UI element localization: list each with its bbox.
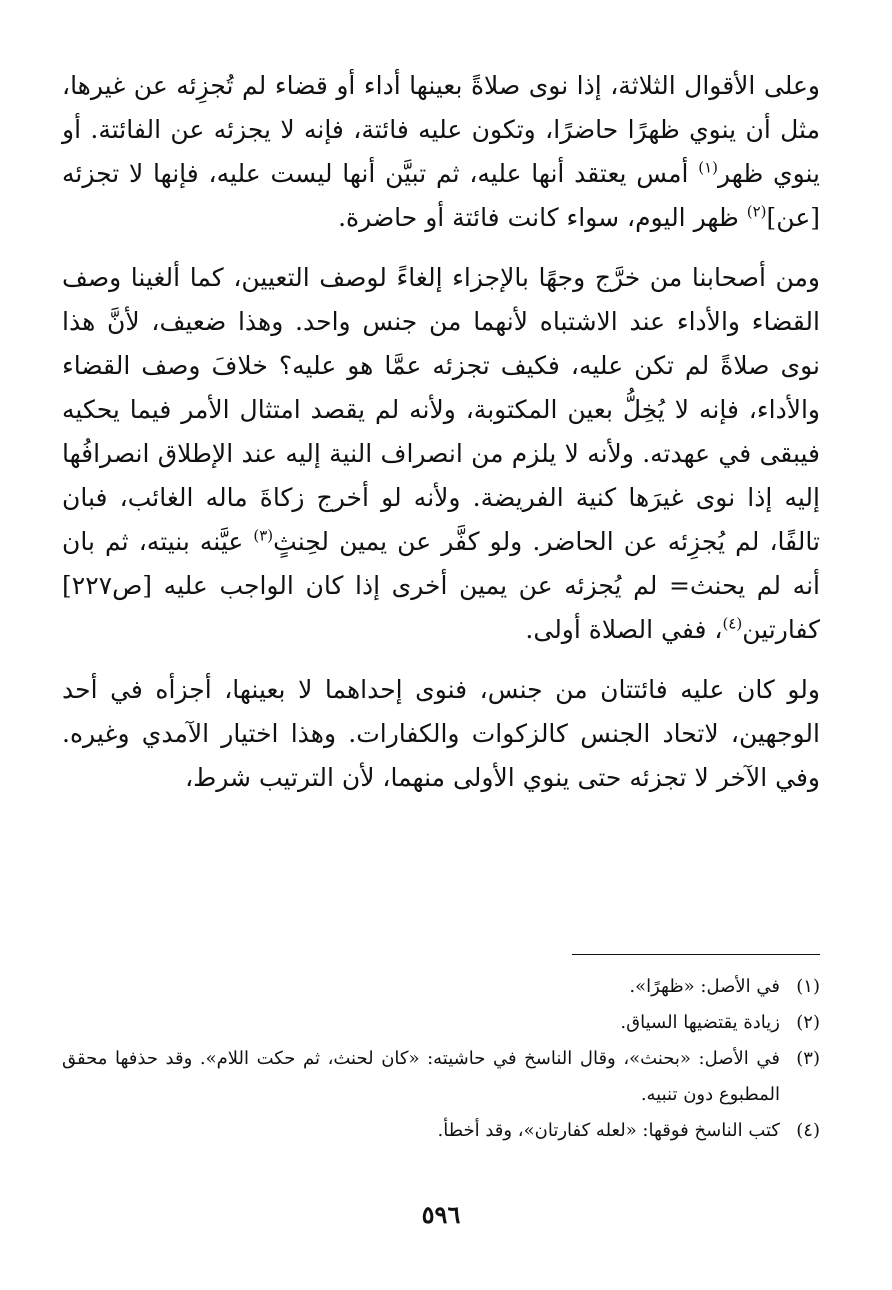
footnote-text: في الأصل: «ظهرًا». bbox=[629, 976, 780, 997]
main-text bbox=[62, 64, 820, 800]
paragraph bbox=[62, 256, 820, 652]
footnote-text: في الأصل: «بحنث»، وقال الناسخ في حاشيته: «كان لحنث، ثم حكت اللام». وقد حذفها محقق المطبوع دون تنبيه. bbox=[62, 1048, 781, 1105]
footnote bbox=[62, 969, 820, 1005]
footnote-number: (٢) bbox=[796, 1012, 820, 1033]
footnote-text: زيادة يقتضيها السياق. bbox=[620, 1012, 780, 1033]
paragraph bbox=[62, 64, 820, 240]
footnote-number: (٤) bbox=[796, 1120, 820, 1141]
footnote-divider bbox=[572, 954, 820, 955]
footnote-reference: (٤) bbox=[722, 614, 743, 633]
footnote-reference: (٢) bbox=[746, 202, 767, 221]
footnote bbox=[62, 1041, 820, 1113]
text-run: ، ففي الصلاة أولى. bbox=[525, 615, 723, 644]
footnote-reference: (١) bbox=[698, 158, 719, 177]
footnote bbox=[62, 1005, 820, 1041]
footnote-number: (٣) bbox=[796, 1048, 820, 1069]
page-number: ٥٩٦ bbox=[421, 1200, 461, 1229]
footnote-reference: (٣) bbox=[253, 526, 274, 545]
text-run: ظهر اليوم، سواء كانت فائتة أو حاضرة. bbox=[338, 203, 747, 232]
paragraph bbox=[62, 668, 820, 800]
text-run: أمس يعتقد أنها عليه، ثم تبيَّن أنها ليست عليه، فإنها لا تجزئه [عن] bbox=[62, 159, 820, 232]
footnote-number: (١) bbox=[796, 976, 820, 997]
book-page bbox=[62, 64, 820, 1244]
text-run: وعلى الأقوال الثلاثة، إذا نوى صلاةً بعينها أداء أو قضاء لم تُجزِئه عن غيرها، مثل أن ينوي ظهرًا حاضرًا، وتكون عليه فائتة، فإنه لا يجزئه عن الفائتة. أو ينوي ظهر bbox=[62, 71, 820, 188]
footnote-text: كتب الناسخ فوقها: «لعله كفارتان»، وقد أخطأ. bbox=[437, 1120, 780, 1141]
text-run: ومن أصحابنا من خرَّج وجهًا بالإجزاء إلغاءً لوصف التعيين، كما ألغينا وصف القضاء والأداء عند الاشتباه لأنهما من جنس واحد. وهذا ضعيف، لأنَّ هذا نوى صلاةً لم تكن عليه، فكيف تجزئه عمَّا هو عليه؟ خلافَ وصف القضاء والأداء، فإنه لا يُخِلُّ بعين المكتوبة، ولأنه لم يقصد امتثال الأمر فيما يحكيه فيبقى في عهدته. ولأنه لا يلزم من انصراف النية إليه عند الإطلاق انصرافُها إليه إذا نوى غيرَها كنية الفريضة. ولأنه لو أخرج زكاةَ ماله الغائب، فبان تالفًا، لم يُجزِئه عن الحاضر. ولو كفَّر عن يمين لحِنثٍ bbox=[62, 263, 820, 556]
text-run: عيَّنه بنيته، ثم بان أنه لم يحنث= لم يُجزئه عن يمين أخرى إذا كان الواجب عليه [ص٢٢٧] كفارتين bbox=[62, 527, 820, 644]
text-run: ولو كان عليه فائتتان من جنس، فنوى إحداهما لا بعينها، أجزأه في أحد الوجهين، لاتحاد الجنس كالزكوات والكفارات. وهذا اختيار الآمدي وغيره. وفي الآخر لا تجزئه حتى ينوي الأولى منهما، لأن الترتيب شرط، bbox=[62, 675, 820, 792]
footnote bbox=[62, 1113, 820, 1149]
footnotes bbox=[62, 969, 820, 1149]
